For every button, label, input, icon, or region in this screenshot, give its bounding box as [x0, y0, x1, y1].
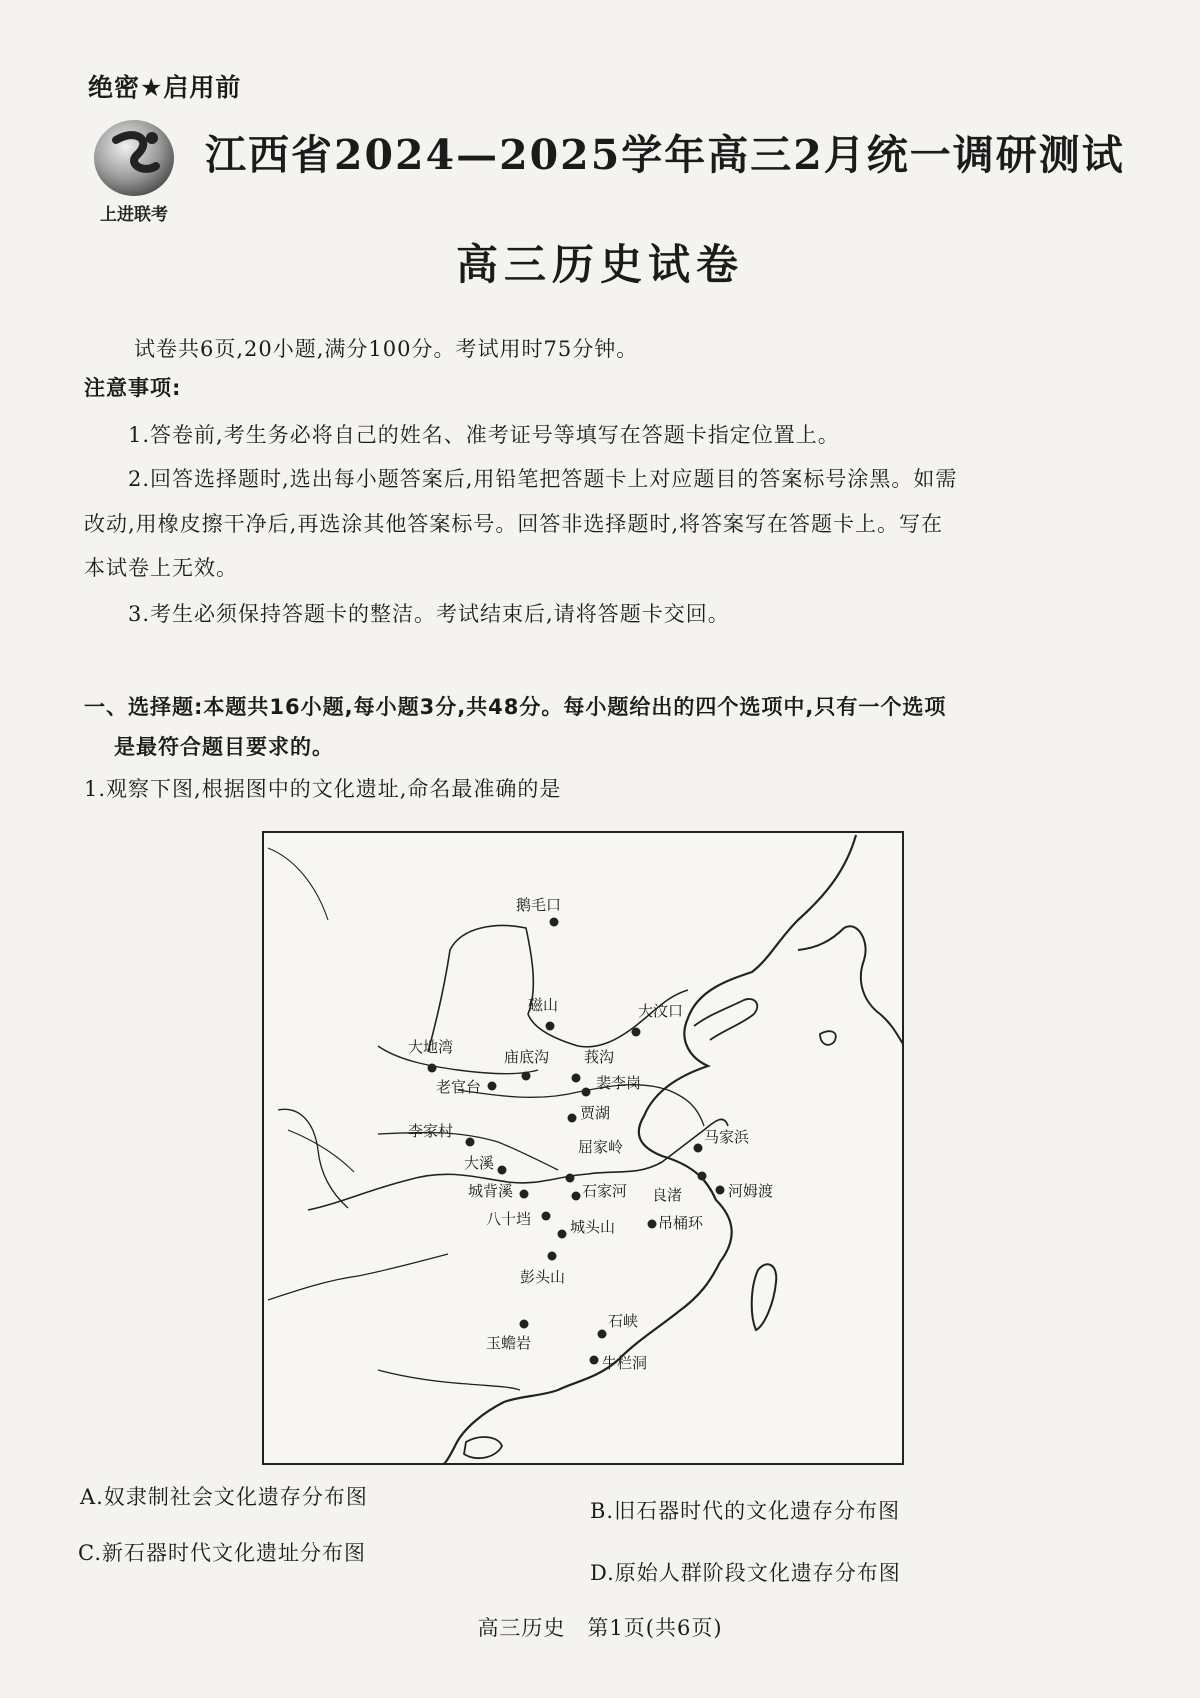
option-b[interactable]: B.旧石器时代的文化遗存分布图 — [590, 1499, 901, 1523]
svg-text:良渚: 良渚 — [652, 1186, 683, 1204]
notice-item-2-line3: 本试卷上无效。 — [84, 556, 238, 580]
svg-text:贾湖: 贾湖 — [580, 1104, 611, 1122]
svg-text:庙底沟: 庙底沟 — [504, 1048, 550, 1066]
option-a[interactable]: A.奴隶制社会文化遗存分布图 — [80, 1485, 368, 1509]
svg-text:吊桶环: 吊桶环 — [658, 1214, 704, 1232]
svg-text:牛栏洞: 牛栏洞 — [602, 1354, 648, 1372]
logo-icon — [86, 118, 182, 200]
site-distribution-map — [258, 830, 908, 1470]
notice-item-2-line2: 改动,用橡皮擦干净后,再选涂其他答案标号。回答非选择题时,将答案写在答题卡上。写在 — [84, 512, 944, 536]
svg-text:李家村: 李家村 — [408, 1122, 454, 1140]
svg-text:莪沟: 莪沟 — [584, 1048, 615, 1066]
section-heading-line1: 一、选择题:本题共16小题,每小题3分,共48分。每小题给出的四个选项中,只有一个选项 — [84, 695, 947, 719]
svg-text:大汶口: 大汶口 — [638, 1002, 684, 1020]
exam-summary: 试卷共6页,20小题,满分100分。考试用时75分钟。 — [134, 337, 639, 361]
svg-text:裴李岗: 裴李岗 — [596, 1074, 642, 1092]
svg-text:彭头山: 彭头山 — [520, 1268, 566, 1286]
svg-text:马家浜: 马家浜 — [704, 1128, 750, 1146]
exam-subtitle: 高三历史试卷 — [455, 240, 744, 289]
svg-text:河姆渡: 河姆渡 — [728, 1182, 774, 1200]
svg-text:石家河: 石家河 — [582, 1182, 628, 1200]
section-heading-line2: 是最符合题目要求的。 — [114, 735, 334, 759]
notice-heading: 注意事项: — [84, 376, 182, 400]
svg-text:老官台: 老官台 — [436, 1078, 482, 1096]
svg-text:屈家岭: 屈家岭 — [578, 1138, 624, 1156]
question-1-stem: 1.观察下图,根据图中的文化遗址,命名最准确的是 — [84, 777, 562, 801]
secret-label: 绝密★启用前 — [88, 73, 242, 102]
notice-item-1: 1.答卷前,考生务必将自己的姓名、准考证号等填写在答题卡指定位置上。 — [128, 423, 840, 447]
logo-text: 上进联考 — [100, 205, 168, 225]
svg-text:城背溪: 城背溪 — [468, 1182, 514, 1200]
svg-text:鹅毛口: 鹅毛口 — [516, 896, 562, 914]
option-d[interactable]: D.原始人群阶段文化遗存分布图 — [590, 1561, 901, 1585]
svg-text:大溪: 大溪 — [464, 1154, 495, 1172]
svg-text:八十垱: 八十垱 — [486, 1210, 532, 1228]
notice-item-2-line1: 2.回答选择题时,选出每小题答案后,用铅笔把答题卡上对应题目的答案标号涂黑。如需 — [128, 467, 958, 491]
map-svg — [258, 830, 908, 1470]
svg-text:大地湾: 大地湾 — [408, 1038, 454, 1056]
page-footer: 高三历史 第1页(共6页) — [477, 1616, 723, 1640]
notice-item-3: 3.考生必须保持答题卡的整洁。考试结束后,请将答题卡交回。 — [128, 602, 730, 626]
svg-text:石峡: 石峡 — [608, 1312, 639, 1330]
logo — [86, 118, 182, 228]
svg-text:玉蟾岩: 玉蟾岩 — [486, 1334, 532, 1352]
option-c[interactable]: C.新石器时代文化遗址分布图 — [78, 1541, 366, 1565]
svg-text:城头山: 城头山 — [570, 1218, 616, 1236]
exam-title: 江西省2024—2025学年高三2月统一调研测试 — [205, 131, 1125, 179]
svg-text:磁山: 磁山 — [528, 996, 559, 1014]
